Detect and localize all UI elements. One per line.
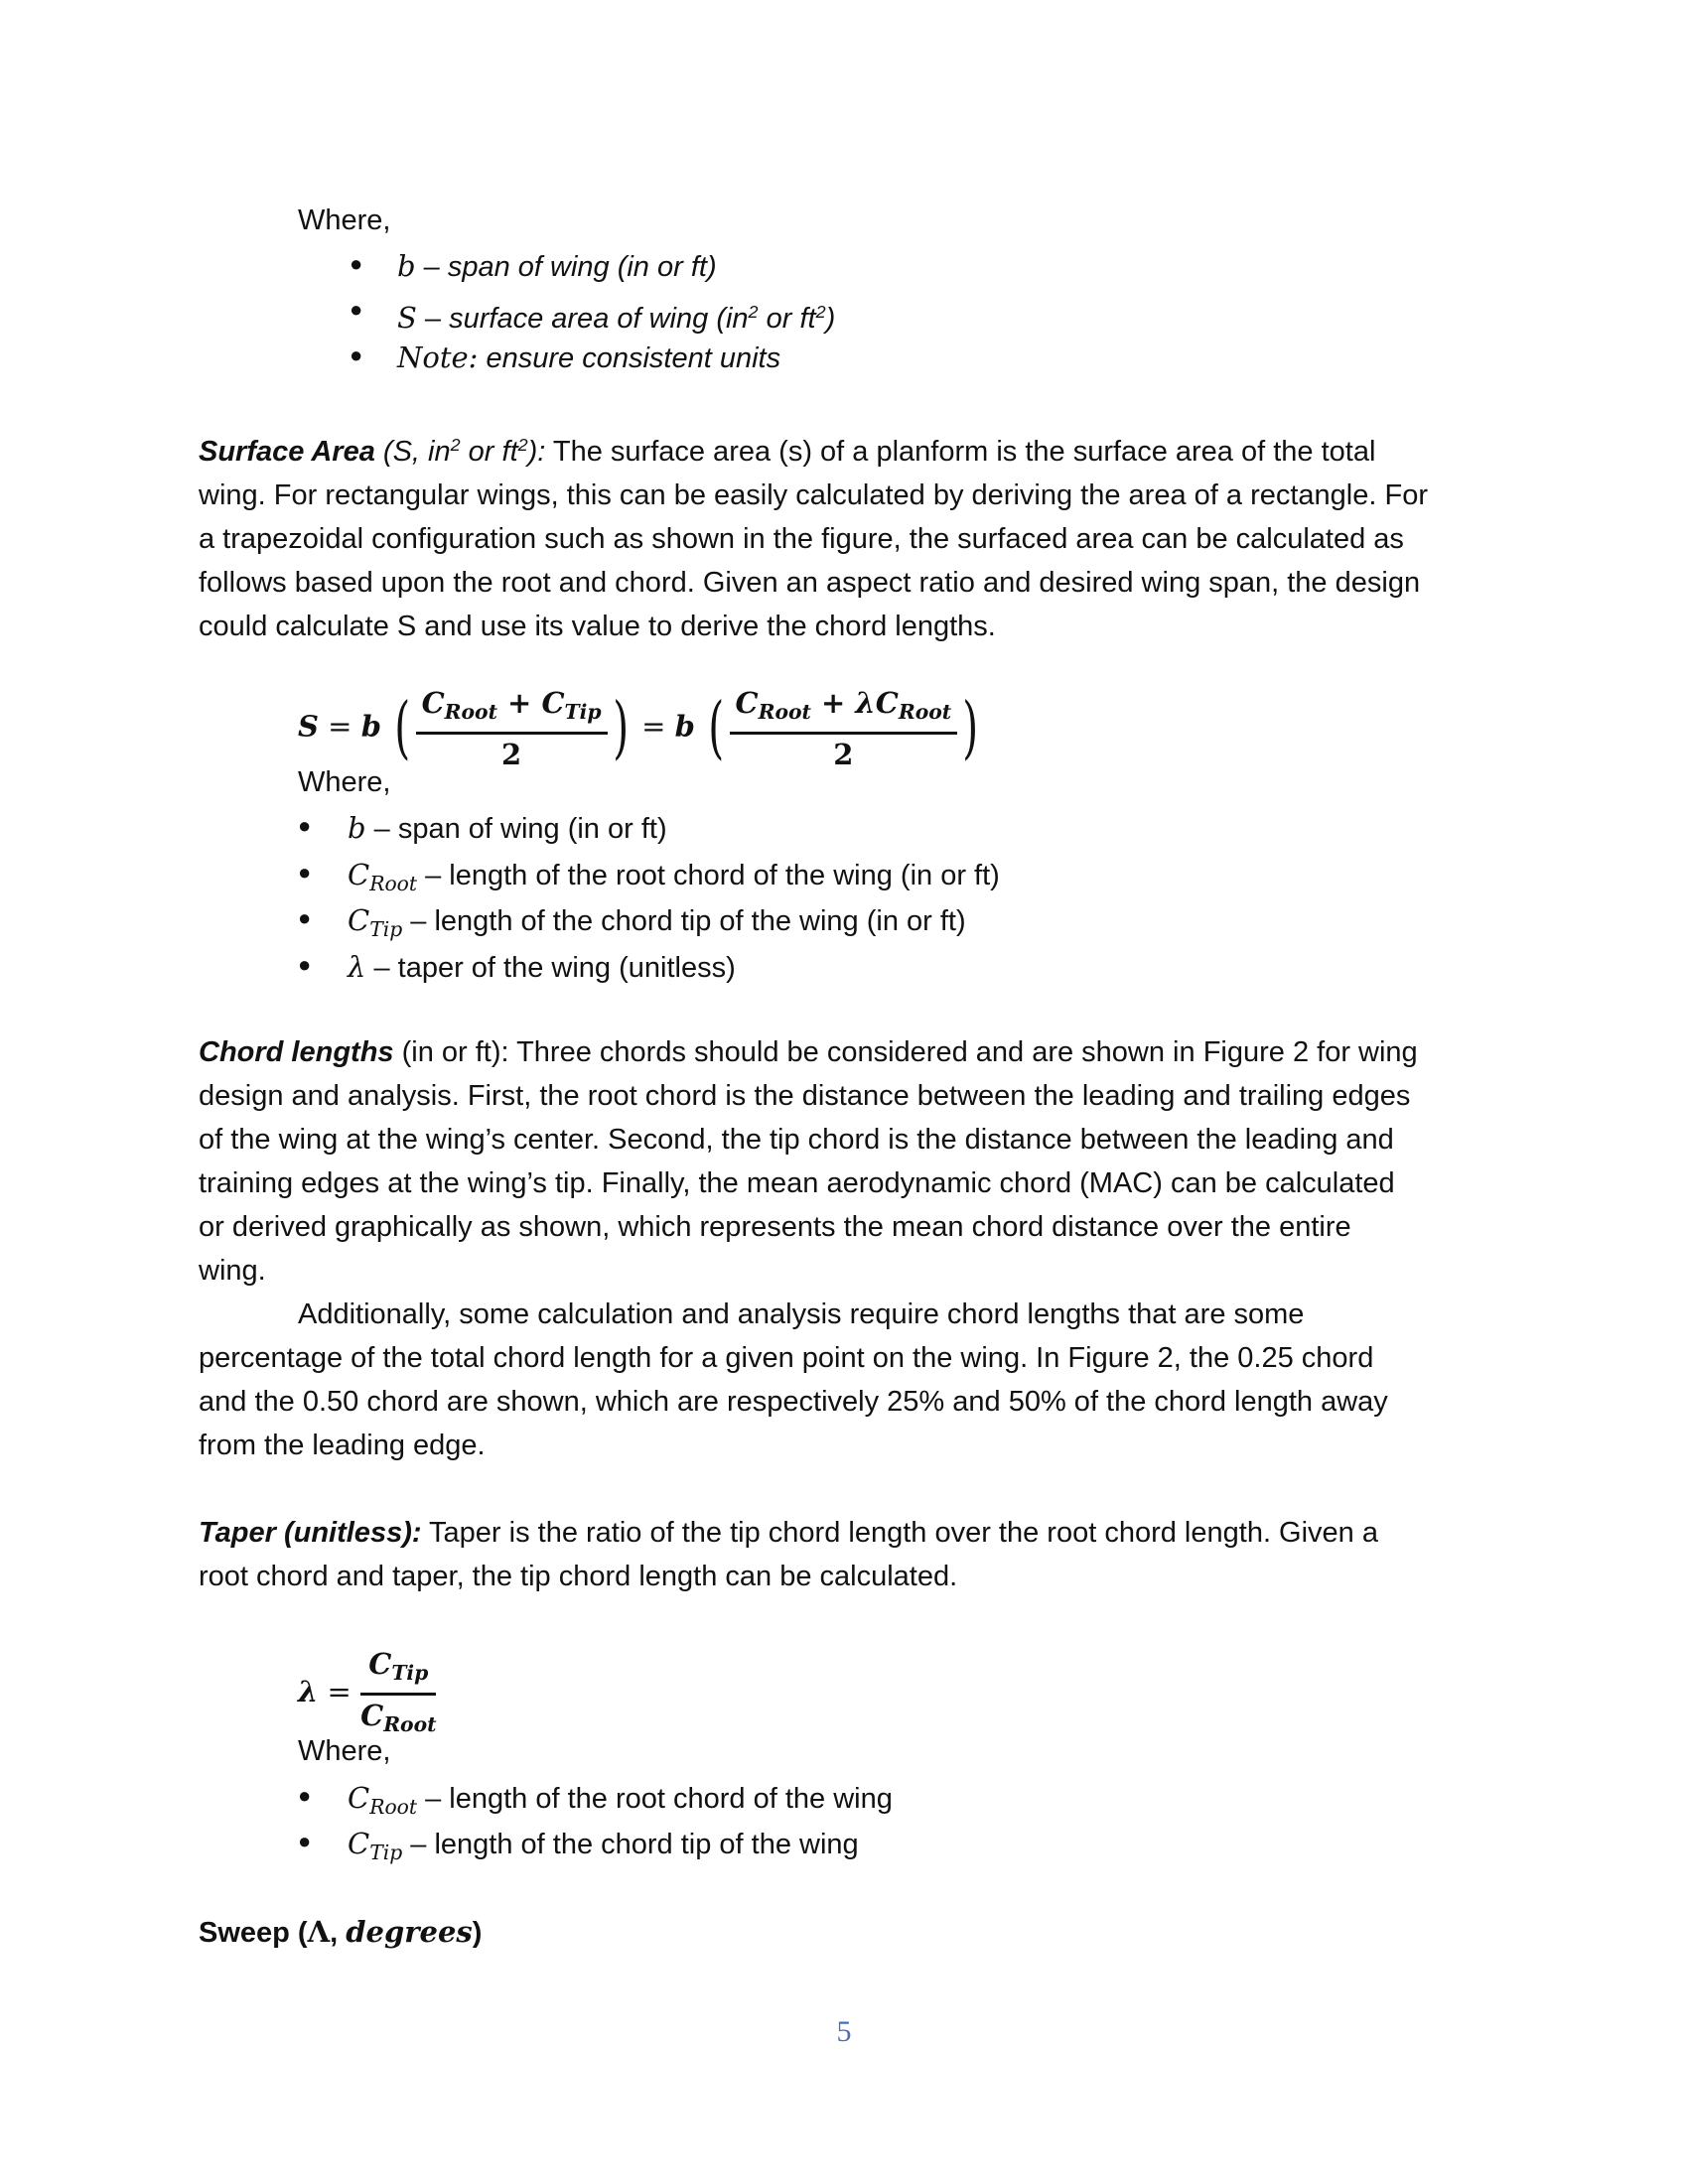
bullet: ● (298, 1829, 312, 1853)
page-number: 5 (836, 2015, 852, 2048)
sweep-heading: Sweep (Λ, degrees) (199, 1915, 483, 1949)
def-c-root-2: $C_{Root}$ – length of the root chord of the wing (348, 1781, 893, 1820)
bullet: ● (298, 1783, 312, 1808)
def-s-area: S – surface area of wing ($in^2$ or $ft^2$) (397, 300, 836, 335)
where-label-2: Where, (298, 766, 391, 798)
where-label-1: Where, (298, 205, 391, 236)
bullet: ● (298, 905, 312, 930)
bullet: ● (350, 342, 363, 367)
def-b-span: b – span of wing (in or ft) (397, 249, 717, 283)
bullet: ● (350, 297, 363, 322)
where-label-3: Where, (298, 1735, 391, 1767)
def-c-root: $C_{Root}$ – length of the root chord of the wing (in or ft) (348, 858, 1000, 896)
chord-lengths-heading: Chord lengths (199, 1036, 394, 1068)
taper-heading: Taper (unitless): (199, 1517, 422, 1549)
def-c-tip-2: $C_{Tip}$ – length of the chord tip of the wing (348, 1827, 859, 1865)
surface-area-heading: Surface Area (199, 435, 375, 468)
bullet: ● (298, 952, 312, 977)
def-b-span-2: b – span of wing (in or ft) (348, 811, 667, 845)
def-lambda: λ – taper of the wing (unitless) (348, 950, 736, 984)
taper-paragraph: Taper (unitless): Taper is the ratio of the tip chord length over the root chord length. Given a root chord and taper, the tip chord length can be calculated. (199, 1517, 1379, 1592)
bullet: ● (298, 860, 312, 885)
def-c-tip: $C_{Tip}$ – length of the chord tip of the wing (in or ft) (348, 903, 966, 942)
chord-lengths-paragraph: Chord lengths (in or ft): Three chords should be considered and are shown in Figure 2 for wing design and analysis. First, the root chord is the distance between the leading and trailing edges of the wing at the wing’s center. Second, the tip chord is the distance between the leading and training edges at the wing’s tip. Finally, the mean aerodynamic chord (MAC) can be calculated or derived graphically as shown, which represents the mean chord distance over the entire wing. Additionally, some calculation and analysis require chord lengths that are some percentage of the total chord length for a given point on the wing. In Figure 2, the 0.25 chord and the 0.50 chord are shown, which are respectively 25% and 50% of the chord length away from the leading edge. (199, 1036, 1418, 1461)
bullet: ● (298, 813, 312, 838)
bullet: ● (350, 251, 363, 276)
surface-area-paragraph: Surface Area (S, $in^2$ or $ft^2$): The surface area (s) of a planform is the surface area of the total wing. For rectangular wings, this can be easily calculated by deriving the area of a rectangle. For a trapezoidal configuration such as shown in the figure, the surfaced area can be calculated as follows based upon the root and chord. Given an aspect ratio and desired wing span, the design could calculate S and use its value to derive the chord lengths. (199, 435, 1428, 642)
def-note: Note: ensure consistent units (397, 341, 781, 374)
taper-equation: λ = $\frac{C_{Tip}}{C_{Root}}$ (298, 1644, 436, 1744)
surface-area-equation: S = b ( $\frac{C_{Root} + C_{Tip}}{2}$ ) = b ( $\frac{C_{Root} + \lambda C_{Root}}{2}$ ) (298, 683, 984, 774)
